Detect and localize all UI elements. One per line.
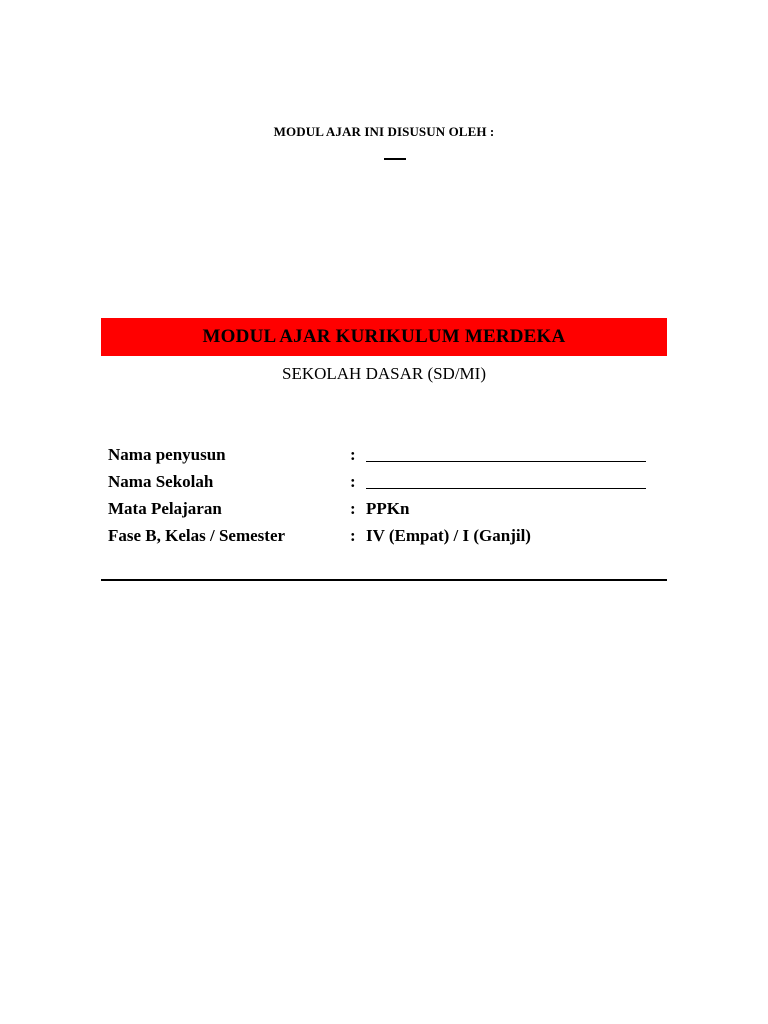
- author-signature-dash: [384, 158, 406, 160]
- info-row-subject: [108, 498, 668, 525]
- info-value: PPKn: [366, 499, 410, 518]
- fill-in-line: [366, 461, 646, 462]
- prepared-by-heading: MODUL AJAR INI DISUSUN OLEH :: [273, 124, 495, 139]
- info-colon: :: [350, 445, 356, 464]
- info-label: Nama penyusun: [108, 445, 226, 464]
- title-banner: [101, 318, 667, 356]
- info-label: Mata Pelajaran: [108, 499, 222, 518]
- info-table: [108, 444, 668, 552]
- info-value: IV (Empat) / I (Ganjil): [366, 526, 531, 545]
- info-label: Nama Sekolah: [108, 472, 214, 491]
- bottom-divider: [101, 579, 667, 581]
- info-label: Fase B, Kelas / Semester: [108, 526, 286, 545]
- document-title: MODUL AJAR KURIKULUM MERDEKA: [202, 326, 566, 347]
- info-colon: :: [350, 499, 356, 518]
- document-subtitle: SEKOLAH DASAR (SD/MI): [281, 364, 486, 383]
- info-row-phase-class: [108, 525, 668, 552]
- info-row-school: [108, 471, 668, 498]
- info-colon: :: [350, 472, 356, 491]
- fill-in-line: [366, 488, 646, 489]
- info-row-author: [108, 444, 668, 471]
- info-colon: :: [350, 526, 356, 545]
